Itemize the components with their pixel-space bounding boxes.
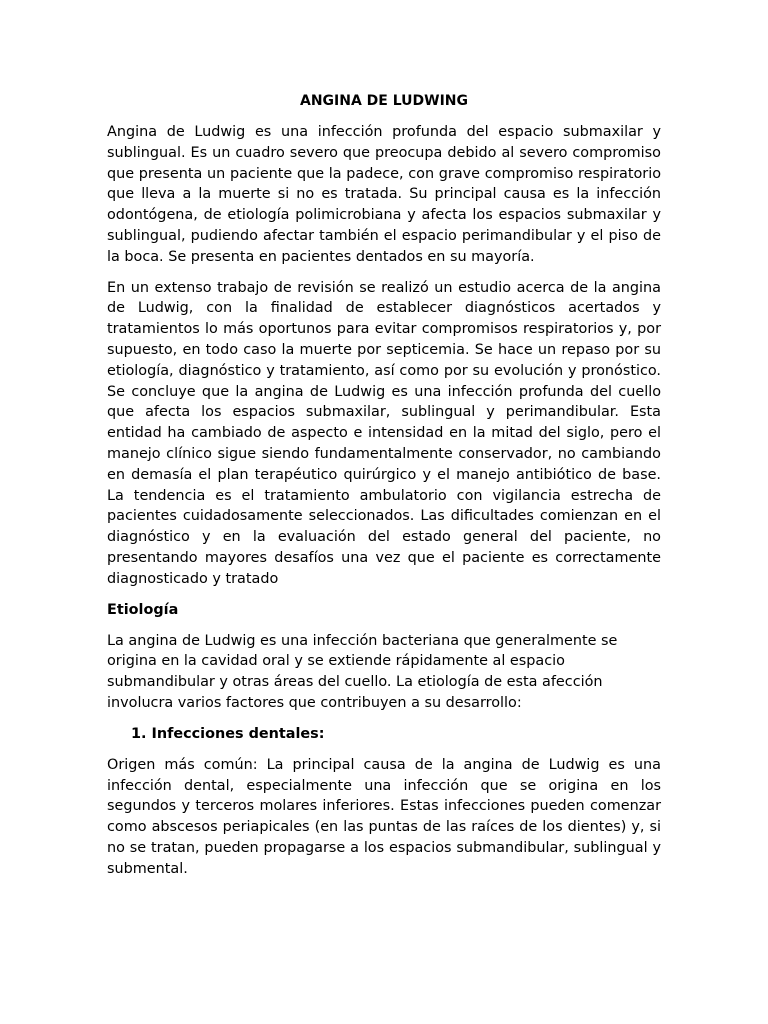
subsection-heading-infecciones-dentales: 1. Infecciones dentales: [131,725,325,742]
section-heading-etiologia: Etiología [107,601,179,618]
document-title: ANGINA DE LUDWING [299,93,468,109]
document-page [107,91,661,890]
review-paragraph: En un extenso trabajo de revisión se realizó un estudio acerca de la angina de Ludwig, con la finalidad de establecer diagnósticos acertados y tratamientos lo más oportunos para evitar compromisos respiratorios y, por supuesto, en todo caso la muerte por septicemia. Se hace un repaso por su etiología, diagnóstico y tratamiento, así como por su evolución y pronóstico. Se concluye que la angina de Ludwig es una infección profunda del cuello que afecta los espacios submaxilar, sublingual y perimandibular. Esta entidad ha cambiado de aspecto e intensidad en la mitad del siglo, pero el manejo clínico sigue siendo fundamentalmente conservador, no cambiando en demasía el plan terapéutico quirúrgico y el manejo antibiótico de base. La tendencia es el tratamiento ambulatorio con vigilancia estrecha de pacientes cuidadosamente seleccionados. Las dificultades comienzan en el diagnóstico y en la evaluación del estado general del paciente, no presentando mayores desafíos una vez que el paciente es correctamente diagnosticado y tratado [107,279,661,587]
intro-paragraph: Angina de Ludwig es una infección profunda del espacio submaxilar y sublingual. Es un cuadro severo que preocupa debido al severo compromiso que presenta un paciente que la padece, con grave compromiso respiratorio que lleva a la muerte si no es tratada. Su principal causa es la infección odontógena, de etiología polimicrobiana y afecta los espacios submaxilar y sublingual, pudiendo afectar también el espacio perimandibular y el piso de la boca. Se presenta en pacientes dentados en su mayoría. [107,124,661,265]
infecciones-dentales-paragraph: Origen más común: La principal causa de la angina de Ludwig es una infección dental, especialmente una infección que se origina en los segundos y terceros molares inferiores. Estas infecciones pueden comenzar como abscesos periapicales (en las puntas de las raíces de los dientes) y, si no se tratan, pueden propagarse a los espacios submandibular, sublingual y submental. [107,756,661,877]
etiologia-paragraph: La angina de Ludwig es una infección bacteriana que generalmente se origina en la cavidad oral y se extiende rápidamente al espacio submandibular y otras áreas del cuello. La etiología de esta afección involucra varios factores que contribuyen a su desarrollo: [107,632,618,711]
